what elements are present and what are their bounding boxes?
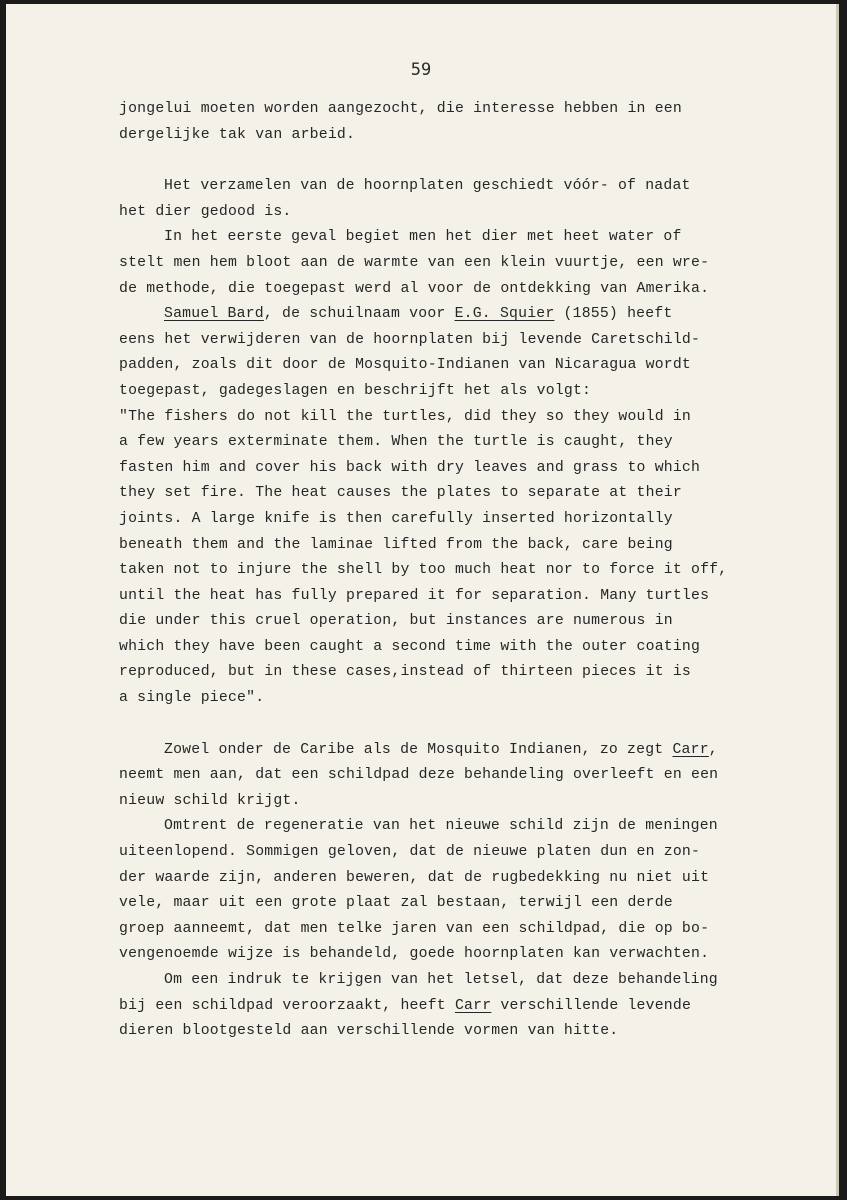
text-line: dieren blootgesteld aan verschillende vormen van hitte. xyxy=(119,1023,619,1040)
quote-line: reproduced, but in these cases,instead of thirteen pieces it is xyxy=(119,664,692,681)
text-line: Om een indruk te krijgen van het letsel, dat deze behandeling xyxy=(164,972,718,988)
text-line xyxy=(119,738,769,764)
text-line: der waarde zijn, anderen beweren, dat de rugbedekking nu niet uit xyxy=(119,869,710,886)
quote-line: fasten him and cover his back with dry leaves and grass to which xyxy=(119,459,701,476)
quote-line: beneath them and the laminae lifted from the back, care being xyxy=(119,536,673,553)
text-fragment: verschillende levende xyxy=(491,997,692,1014)
text-line xyxy=(119,994,769,1020)
text-fragment: bij een schildpad veroorzaakt, heeft xyxy=(119,997,455,1014)
quote-line: which they have been caught a second time with the outer coating xyxy=(119,638,701,655)
quote-line: until the heat has fully prepared it for separation. Many turtles xyxy=(119,587,710,604)
quote-line: joints. A large knife is then carefully inserted horizontally xyxy=(119,510,673,527)
page-body xyxy=(119,97,769,1045)
document-page xyxy=(6,4,839,1196)
text-line: neemt men aan, dat een schildpad deze behandeling overleeft en een xyxy=(119,767,719,784)
text-line xyxy=(119,302,769,328)
quote-line: taken not to injure the shell by too much heat nor to force it off, xyxy=(119,562,728,579)
text-line: uiteenlopend. Sommigen geloven, dat de nieuwe platen dun en zon- xyxy=(119,844,701,861)
text-line: Het verzamelen van de hoornplaten geschiedt vóór- of nadat xyxy=(164,178,691,195)
text-fragment: (1855) heeft xyxy=(554,306,673,323)
quote-line: a single piece". xyxy=(119,690,265,707)
text-line: vengenoemde wijze is behandeld, goede hoornplaten kan verwachten. xyxy=(119,946,710,963)
text-line: de methode, die toegepast werd al voor de ontdekking van Amerika. xyxy=(119,280,710,297)
text-line: nieuw schild krijgt. xyxy=(119,792,301,809)
text-line: groep aanneemt, dat men telke jaren van een schildpad, die op bo- xyxy=(119,920,710,937)
text-line: het dier gedood is. xyxy=(119,203,292,220)
quote-line: "The fishers do not kill the turtles, did they so they would in xyxy=(119,408,692,425)
author-name-carr: Carr xyxy=(454,997,492,1014)
text-line: In het eerste geval begiet men het dier met heet water of xyxy=(164,229,682,246)
text-line: jongelui moeten worden aangezocht, die interesse hebben in een xyxy=(119,101,682,117)
text-line: Omtrent de regeneratie van het nieuwe schild zijn de meningen xyxy=(164,818,718,835)
page-number: 59 xyxy=(410,60,432,80)
quote-line: a few years exterminate them. When the turtle is caught, they xyxy=(119,434,673,451)
quote-line: they set fire. The heat causes the plates to separate at their xyxy=(119,485,682,502)
author-name-squier: E.G. Squier xyxy=(454,306,555,323)
text-line: dergelijke tak van arbeid. xyxy=(119,126,356,143)
text-fragment: Zowel onder de Caribe als de Mosquito Indianen, zo zegt xyxy=(164,741,673,758)
author-name-bard: Samuel Bard xyxy=(164,306,264,323)
text-fragment: , de schuilnaam voor xyxy=(263,306,455,323)
text-fragment: , xyxy=(708,741,718,758)
author-name-carr: Carr xyxy=(672,741,709,758)
quote-line: die under this cruel operation, but instances are numerous in xyxy=(119,613,673,630)
text-line: eens het verwijderen van de hoornplaten bij levende Caretschild- xyxy=(119,331,701,348)
text-line: stelt men hem bloot aan de warmte van een klein vuurtje, een wre- xyxy=(119,254,710,271)
text-line: toegepast, gadegeslagen en beschrijft het als volgt: xyxy=(119,382,592,399)
text-line: vele, maar uit een grote plaat zal bestaan, terwijl een derde xyxy=(119,895,673,912)
text-line: padden, zoals dit door de Mosquito-Indianen van Nicaragua wordt xyxy=(119,357,692,374)
